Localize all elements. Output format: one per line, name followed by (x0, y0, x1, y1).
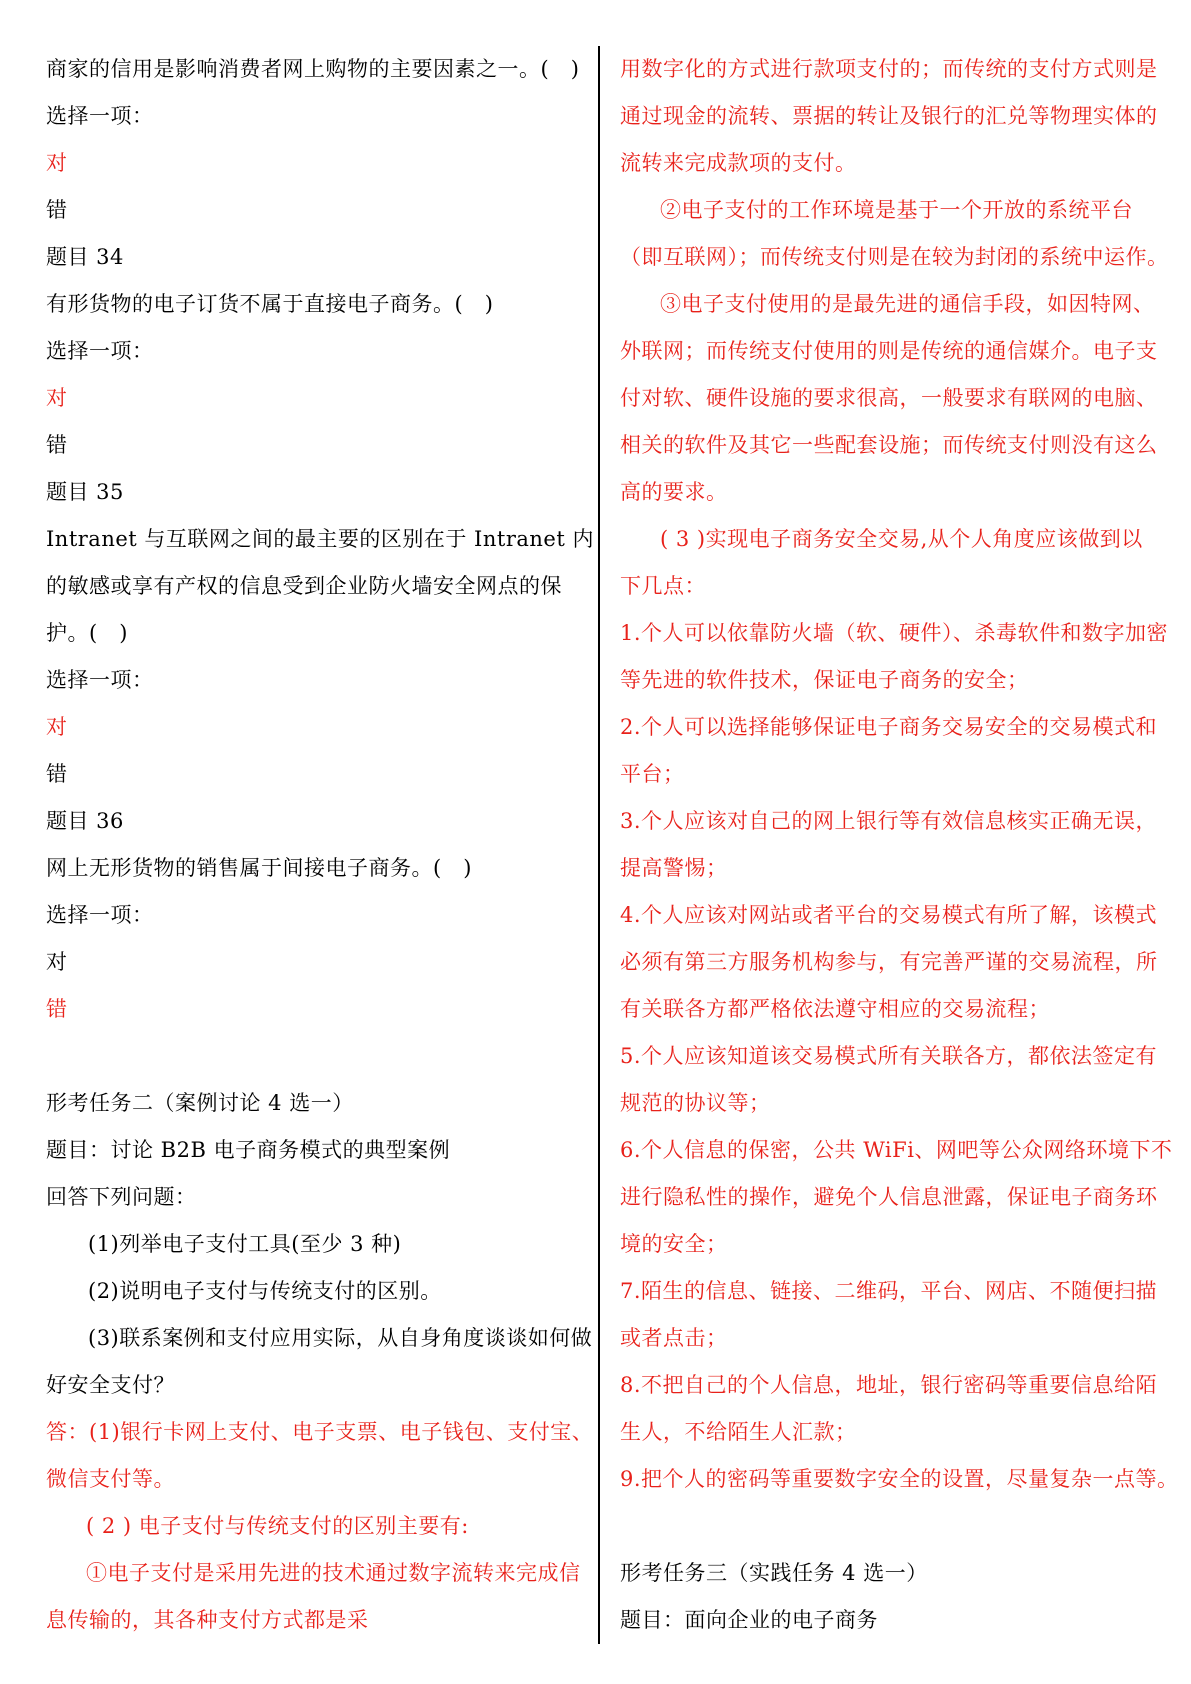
answer-text: 下几点： (620, 574, 706, 598)
answer-option-false: 错 (46, 997, 68, 1021)
answer-text: 用数字化的方式进行款项支付的；而传统的支付方式则是 (620, 57, 1158, 81)
question-35-text: 的敏感或享有产权的信息受到企业防火墙安全网点的保 (46, 574, 562, 598)
answer-list-item: 提高警惕； (620, 856, 728, 880)
answer-list-item: 3.个人应该对自己的网上银行等有效信息核实正确无误， (620, 809, 1158, 833)
spacer (46, 1033, 576, 1080)
answer-option-true: 对 (46, 151, 68, 175)
answer-text: ( 2 ) 电子支付与传统支付的区别主要有: (86, 1514, 469, 1538)
answer-option-false: 错 (46, 198, 68, 222)
task-3-topic: 题目：面向企业的电子商务 (620, 1608, 878, 1632)
column-divider (598, 46, 600, 1644)
answer-list-item: 1.个人可以依靠防火墙（软、硬件）、杀毒软件和数字加密 (620, 621, 1169, 645)
answer-list-item: 等先进的软件技术，保证电子商务的安全； (620, 668, 1029, 692)
answer-text: 相关的软件及其它一些配套设施；而传统支付则没有这么 (620, 433, 1158, 457)
spacer (620, 1503, 1150, 1550)
answer-text: ( 3 )实现电子商务安全交易,从个人角度应该做到以 (660, 527, 1143, 551)
choose-one-label: 选择一项： (46, 104, 154, 128)
answer-text: （即互联网）；而传统支付则是在较为封闭的系统中运作。 (620, 245, 1169, 269)
answer-text: 流转来完成款项的支付。 (620, 151, 857, 175)
task-2-question-3: 好安全支付？ (46, 1373, 175, 1397)
answer-text: 答：(1)银行卡网上支付、电子支票、电子钱包、支付宝、 (46, 1420, 594, 1444)
question-34-heading: 题目 34 (46, 245, 124, 269)
task-2-topic: 题目：讨论 B2B 电子商务模式的典型案例 (46, 1138, 451, 1162)
answer-list-item: 7.陌生的信息、链接、二维码，平台、网店、不随便扫描 (620, 1279, 1158, 1303)
answer-list-item: 规范的协议等； (620, 1091, 771, 1115)
answer-option-true: 对 (46, 950, 68, 974)
answer-list-item: 境的安全； (620, 1232, 728, 1256)
answer-text: 付对软、硬件设施的要求很高，一般要求有联网的电脑、 (620, 386, 1158, 410)
left-column (46, 46, 594, 1644)
choose-one-label: 选择一项： (46, 668, 154, 692)
answer-text: ①电子支付是采用先进的技术通过数字流转来完成信 (86, 1561, 581, 1585)
answer-list-item: 5.个人应该知道该交易模式所有关联各方，都依法签定有 (620, 1044, 1158, 1068)
answer-list-item: 或者点击； (620, 1326, 728, 1350)
task-2-instruction: 回答下列问题： (46, 1185, 197, 1209)
answer-text: 外联网；而传统支付使用的则是传统的通信媒介。电子支 (620, 339, 1158, 363)
answer-list-item: 6.个人信息的保密，公共 WiFi、网吧等公众网络环境下不 (620, 1138, 1173, 1162)
answer-option-false: 错 (46, 762, 68, 786)
answer-list-item: 生人，不给陌生人汇款； (620, 1420, 857, 1444)
answer-list-item: 9.把个人的密码等重要数字安全的设置，尽量复杂一点等。 (620, 1467, 1179, 1491)
choose-one-label: 选择一项： (46, 339, 154, 363)
answer-list-item: 进行隐私性的操作，避免个人信息泄露，保证电子商务环 (620, 1185, 1158, 1209)
task-2-heading: 形考任务二（案例讨论 4 选一） (46, 1091, 354, 1115)
answer-text: 通过现金的流转、票据的转让及银行的汇兑等物理实体的 (620, 104, 1158, 128)
answer-option-true: 对 (46, 386, 68, 410)
answer-option-true: 对 (46, 715, 68, 739)
task-2-question-1: (1)列举电子支付工具(至少 3 种) (88, 1232, 402, 1256)
question-35-heading: 题目 35 (46, 480, 124, 504)
answer-text: 微信支付等。 (46, 1467, 175, 1491)
answer-list-item: 4.个人应该对网站或者平台的交易模式有所了解，该模式 (620, 903, 1158, 927)
task-3-heading: 形考任务三（实践任务 4 选一） (620, 1561, 928, 1585)
answer-list-item: 必须有第三方服务机构参与，有完善严谨的交易流程，所 (620, 950, 1158, 974)
choose-one-label: 选择一项： (46, 903, 154, 927)
question-36-text: 网上无形货物的销售属于间接电子商务。( ) (46, 856, 472, 880)
answer-text: 息传输的，其各种支付方式都是采 (46, 1608, 369, 1632)
answer-text: ②电子支付的工作环境是基于一个开放的系统平台 (660, 198, 1133, 222)
answer-text: 高的要求。 (620, 480, 728, 504)
question-35-text: 护。( ) (46, 621, 128, 645)
task-2-question-3: (3)联系案例和支付应用实际，从自身角度谈谈如何做 (88, 1326, 593, 1350)
answer-list-item: 有关联各方都严格依法遵守相应的交易流程； (620, 997, 1050, 1021)
answer-list-item: 平台； (620, 762, 685, 786)
answer-text: ③电子支付使用的是最先进的通信手段，如因特网、 (660, 292, 1155, 316)
question-36-heading: 题目 36 (46, 809, 124, 833)
answer-list-item: 8.不把自己的个人信息，地址，银行密码等重要信息给陌 (620, 1373, 1158, 1397)
answer-list-item: 2.个人可以选择能够保证电子商务交易安全的交易模式和 (620, 715, 1158, 739)
question-33-text: 商家的信用是影响消费者网上购物的主要因素之一。( ) (46, 57, 580, 81)
question-34-text: 有形货物的电子订货不属于直接电子商务。( ) (46, 292, 494, 316)
answer-option-false: 错 (46, 433, 68, 457)
right-column (620, 46, 1179, 1644)
question-35-text: Intranet 与互联网之间的最主要的区别在于 Intranet 内 (46, 527, 594, 551)
task-2-question-2: (2)说明电子支付与传统支付的区别。 (88, 1279, 442, 1303)
